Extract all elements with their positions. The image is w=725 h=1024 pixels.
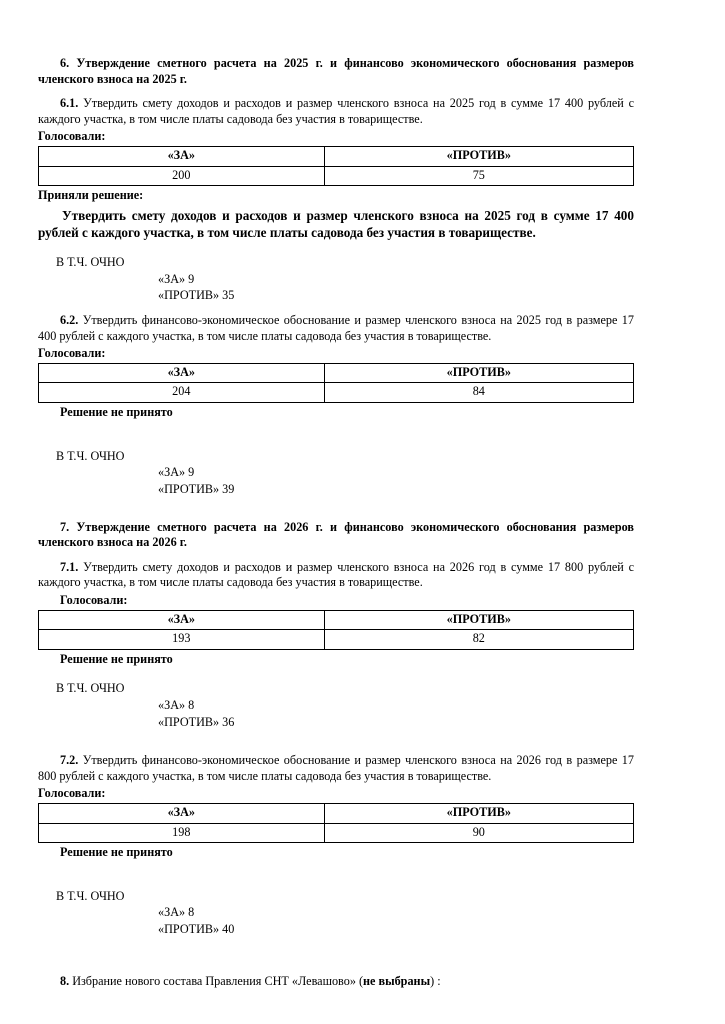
vote-value-for: 198 [39,823,325,843]
item-6-1-number: 6.1. [60,96,79,111]
vote-value-against: 82 [324,630,633,650]
item-6-2-ochno-for: «ЗА» 9 [158,465,195,480]
spacer [38,938,634,960]
section-7-heading: 7. Утверждение сметного расчета на 2026 г. и финансово экономического обоснования размеров членского взноса на 2026 г. [38,519,634,550]
item-8-highlight: не выбраны [363,973,431,988]
vote-header-for: «ЗА» [39,610,325,630]
table-row [39,630,634,650]
item-6-2-ochno-label: В Т.Ч. ОЧНО [56,448,125,463]
vote-header-against: «ПРОТИВ» [324,363,633,383]
vote-value-for: 193 [39,630,325,650]
spacer [38,498,634,520]
spacer [38,960,634,974]
spacer [38,861,634,875]
item-7-1-vote-table [38,610,634,650]
item-7-1-ochno-label: В Т.Ч. ОЧНО [56,681,125,696]
item-8-text-end: ) : [430,973,441,988]
item-6-1-result-label: Приняли решение: [38,188,144,203]
vote-header-against: «ПРОТИВ» [324,147,633,167]
item-6-1-text: Утвердить смету доходов и расходов и размер членского взноса на 2025 год в сумме 17 400 рублей с каждого участка, в том числе платы садовода без участия в товариществе. [38,96,634,126]
item-6-2-voted-label: Голосовали: [38,346,106,361]
item-7-2-ochno-label: В Т.Ч. ОЧНО [56,888,125,903]
vote-value-against: 84 [324,383,633,403]
item-8-number: 8. [60,973,70,988]
item-6-2-vote-table [38,363,634,403]
item-7-1-ochno-against: «ПРОТИВ» 36 [158,714,235,729]
vote-header-for: «ЗА» [39,147,325,167]
item-7-2-result-label: Решение не принято [60,845,173,860]
item-6-2-text: Утвердить финансово-экономическое обоснование и размер членского взноса на 2025 год в размере 17 400 рублей с каждого участка, в том числе платы садовода без участия в товариществе. [38,313,634,343]
item-6-1-paragraph [38,96,634,127]
item-6-2-ochno-against: «ПРОТИВ» 39 [158,481,235,496]
item-6-2-number: 6.2. [60,313,79,328]
item-7-1-ochno-for: «ЗА» 8 [158,697,195,712]
vote-header-against: «ПРОТИВ» [324,804,633,824]
item-6-1-decision-text: Утвердить смету доходов и расходов и размер членского взноса на 2025 год в сумме 17 400 рублей с каждого участка, в том числе платы садовода без участия в товариществе. [38,207,634,241]
item-7-1-text: Утвердить смету доходов и расходов и размер членского взноса на 2026 год в сумме 17 800 рублей с каждого участка, в том числе платы садовода без участия в товариществе. [38,559,634,590]
item-7-2-text: Утвердить финансово-экономическое обоснование и размер членского взноса на 2026 год в размере 17 800 рублей с каждого участка, в том числе платы садовода без участия в товариществе. [38,753,634,783]
vote-header-for: «ЗА» [39,363,325,383]
item-6-1-voted-label: Голосовали: [38,129,106,144]
vote-value-against: 90 [324,823,633,843]
item-8-text: Избрание нового состава Правления СНТ «Левашово» ( [69,973,364,988]
document-content [38,56,634,991]
table-row [39,363,634,383]
item-6-1-ochno-for: «ЗА» 9 [158,271,195,286]
vote-header-for: «ЗА» [39,804,325,824]
vote-header-against: «ПРОТИВ» [324,610,633,630]
item-7-2-voted-label: Голосовали: [38,786,106,801]
spacer [38,730,634,744]
item-6-1-ochno-against: «ПРОТИВ» 35 [158,288,235,303]
vote-value-against: 75 [324,166,633,186]
item-7-2-ochno-for: «ЗА» 8 [158,905,195,920]
item-6-1-vote-table [38,146,634,186]
item-6-2-result-label: Решение не принято [60,405,173,420]
item-7-1-paragraph [38,560,634,591]
item-8-paragraph [38,974,634,990]
item-7-1-voted-label: Голосовали: [60,592,128,607]
table-row [39,823,634,843]
section-6-heading: 6. Утверждение сметного расчета на 2025 г. и финансово экономического обоснования размеров членского взноса на 2025 г. [38,56,634,86]
table-row [39,610,634,630]
item-7-2-ochno-against: «ПРОТИВ» 40 [158,922,235,937]
item-7-1-number: 7.1. [60,559,79,574]
table-row [39,147,634,167]
item-6-2-paragraph [38,313,634,344]
item-7-2-vote-table [38,803,634,843]
table-row [39,804,634,824]
table-row [39,383,634,403]
item-7-2-paragraph [38,753,634,784]
table-row [39,166,634,186]
item-7-2-number: 7.2. [60,753,79,768]
spacer [38,421,634,435]
item-6-1-ochno-label: В Т.Ч. ОЧНО [56,255,125,270]
item-7-1-result-label: Решение не принято [60,651,173,666]
vote-value-for: 204 [39,383,325,403]
vote-value-for: 200 [39,166,325,186]
